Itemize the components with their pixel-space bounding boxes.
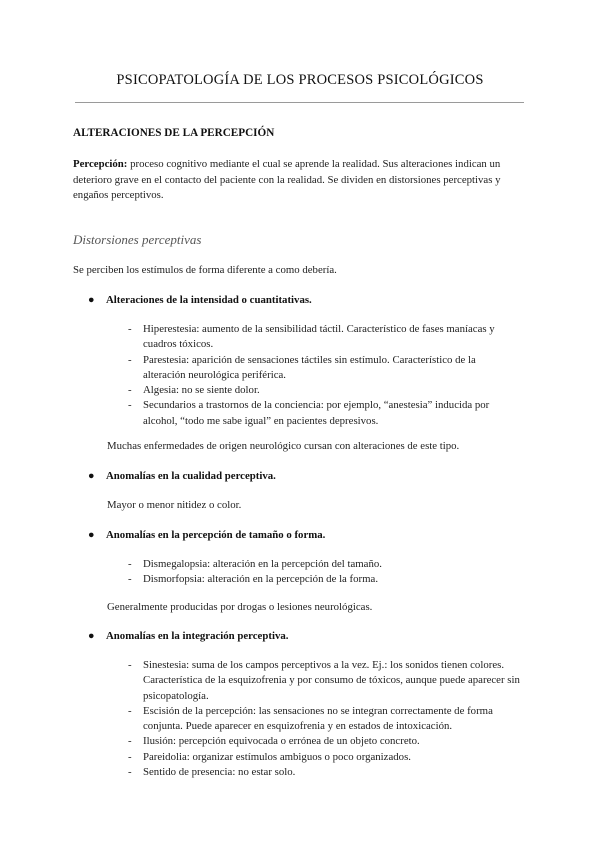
- dash-icon: -: [128, 573, 132, 586]
- dash-icon: -: [128, 766, 132, 779]
- lead-paragraph: Se perciben los estímulos de forma diferente a como debería.: [73, 264, 337, 276]
- intensity-note: Muchas enfermedades de origen neurológico cursan con alteraciones de este tipo.: [107, 440, 460, 452]
- bullet-heading-text: Anomalías en la integración perceptiva.: [106, 630, 289, 642]
- list-item: - Dismorfopsia: alteración en la percepción de la forma.: [128, 572, 520, 587]
- list-item: - Hiperestesia: aumento de la sensibilidad táctil. Característico de fases maníacas y cuadros tóxicos.: [128, 323, 495, 351]
- bullet-icon: ●: [88, 529, 95, 541]
- list-item: - Sentido de presencia: no estar solo.: [128, 765, 520, 780]
- intro-paragraph: [73, 157, 523, 204]
- intro-text: proceso cognitivo mediante el cual se aprende la realidad. Sus alteraciones indican un deterioro grave en el contacto del paciente con la realidad. Se dividen en distorsiones perceptivas y engaños perceptivos.: [73, 158, 501, 201]
- list-item: - Dismegalopsia: alteración en la percepción del tamaño.: [128, 557, 520, 572]
- list-item: - Parestesia: aparición de sensaciones táctiles sin estímulo. Característico de la alteración neurológica periférica.: [128, 353, 476, 381]
- bullet-icon: ●: [88, 630, 95, 642]
- section-heading: ALTERACIONES DE LA PERCEPCIÓN: [73, 127, 275, 139]
- dash-icon: -: [128, 735, 132, 748]
- bullet-heading-quality: [88, 470, 276, 482]
- dash-icon: -: [128, 323, 132, 335]
- bullet-heading-text: Anomalías en la percepción de tamaño o forma.: [106, 529, 326, 541]
- size-shape-note: Generalmente producidas por drogas o lesiones neurológicas.: [107, 601, 373, 613]
- dash-icon: -: [128, 558, 132, 570]
- title-divider: [75, 102, 524, 103]
- dash-icon: -: [128, 659, 132, 671]
- bullet-heading-text: Alteraciones de la intensidad o cuantitativas.: [106, 294, 312, 306]
- dash-icon: -: [128, 399, 132, 412]
- dash-icon: -: [128, 353, 132, 366]
- list-item: - Algesia: no se siente dolor.: [128, 383, 520, 398]
- list-item: - Secundarios a trastornos de la conciencia: por ejemplo, “anestesia” inducida por alcohol, “todo me sabe igual” en pacientes depresivos.: [128, 399, 490, 427]
- list-item: - Escisión de la percepción: las sensaciones no se integran correctamente de forma conjunta. Puede aparecer en esquizofrenia y en estados de intoxicación.: [128, 704, 493, 733]
- dash-icon: -: [128, 750, 132, 763]
- bullet-heading-intensity: [88, 294, 312, 306]
- intro-term: Percepción:: [73, 158, 128, 170]
- integration-list: [128, 658, 520, 780]
- subheading: Distorsiones perceptivas: [73, 232, 202, 247]
- list-item: - Sinestesia: suma de los campos perceptivos a la vez. Ej.: los sonidos tienen colores. Característica de la esquizofrenia y por consumo de tóxicos, aunque puede aparecer sin psicopatología.: [128, 659, 520, 702]
- bullet-icon: ●: [88, 294, 95, 306]
- dash-icon: -: [128, 704, 132, 717]
- page-title: PSICOPATOLOGÍA DE LOS PROCESOS PSICOLÓGICOS: [116, 72, 484, 88]
- list-item: - Pareidolia: organizar estímulos ambiguos o poco organizados.: [128, 750, 520, 765]
- quality-note: Mayor o menor nitidez o color.: [107, 499, 242, 511]
- bullet-icon: ●: [88, 470, 95, 482]
- bullet-heading-text: Anomalías en la cualidad perceptiva.: [106, 470, 276, 482]
- intensity-list: [128, 322, 520, 429]
- bullet-heading-integration: [88, 630, 288, 642]
- list-item: - Ilusión: percepción equivocada o errónea de un objeto concreto.: [128, 734, 520, 749]
- bullet-heading-size-shape: [88, 529, 325, 541]
- dash-icon: -: [128, 384, 132, 397]
- size-shape-list: [128, 557, 520, 588]
